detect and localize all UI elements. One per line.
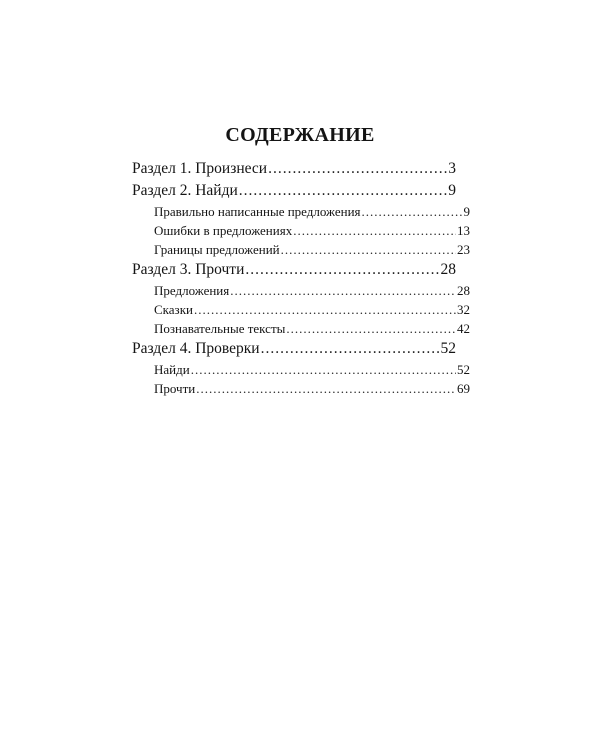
toc-page-number: 28 (441, 259, 457, 281)
toc-leader-dots (191, 360, 456, 379)
page-title: СОДЕРЖАНИЕ (225, 124, 375, 146)
toc-leader-dots (196, 379, 456, 398)
toc-item-label: Ошибки в предложениях (154, 223, 293, 238)
toc-section-1 (132, 158, 456, 180)
toc-item (154, 300, 470, 319)
toc-item (154, 360, 470, 379)
toc-item-label: Границы предложений (154, 242, 280, 257)
toc-item (154, 281, 470, 300)
toc-section-3 (132, 259, 456, 281)
toc-page-number: 13 (457, 223, 470, 238)
toc-item-label: Правильно написанные предложения (154, 204, 361, 219)
toc-page-number: 9 (448, 180, 456, 202)
toc-leader-dots (293, 221, 456, 240)
toc-item-label: Найди (154, 362, 190, 377)
toc-page-number: 3 (448, 158, 456, 180)
toc-section-label: Раздел 2. Найди (132, 180, 238, 202)
toc-page-number: 9 (463, 204, 470, 219)
toc-leader-dots (286, 319, 456, 338)
toc-leader-dots (239, 180, 447, 202)
toc-leader-dots (194, 300, 456, 319)
toc-item (154, 319, 470, 338)
toc-page-number: 52 (441, 338, 457, 360)
toc-item (154, 240, 470, 259)
toc-section-label: Раздел 4. Проверки (132, 338, 260, 360)
toc-section-label: Раздел 1. Произнеси (132, 158, 267, 180)
toc-item-label: Прочти (154, 381, 196, 396)
toc-page-number: 23 (457, 242, 470, 257)
toc-item-label: Предложения (154, 283, 230, 298)
toc-section-4 (132, 338, 456, 360)
toc-item (154, 221, 470, 240)
toc-page-number: 32 (457, 302, 470, 317)
toc-leader-dots (230, 281, 456, 300)
toc-section-2 (132, 180, 456, 202)
toc-leader-dots (261, 338, 440, 360)
toc-page-number: 28 (457, 283, 470, 298)
toc-leader-dots (281, 240, 456, 259)
toc-section-label: Раздел 3. Прочти (132, 259, 244, 281)
toc-item (154, 202, 470, 221)
toc-page-number: 69 (457, 381, 470, 396)
toc-page-number: 42 (457, 321, 470, 336)
toc-leader-dots (245, 259, 439, 281)
toc-item (154, 379, 470, 398)
toc-leader-dots (268, 158, 447, 180)
toc-item-label: Сказки (154, 302, 193, 317)
toc-item-label: Познавательные тексты (154, 321, 286, 336)
table-of-contents (132, 158, 470, 398)
toc-leader-dots (362, 202, 463, 221)
toc-page-number: 52 (457, 362, 470, 377)
